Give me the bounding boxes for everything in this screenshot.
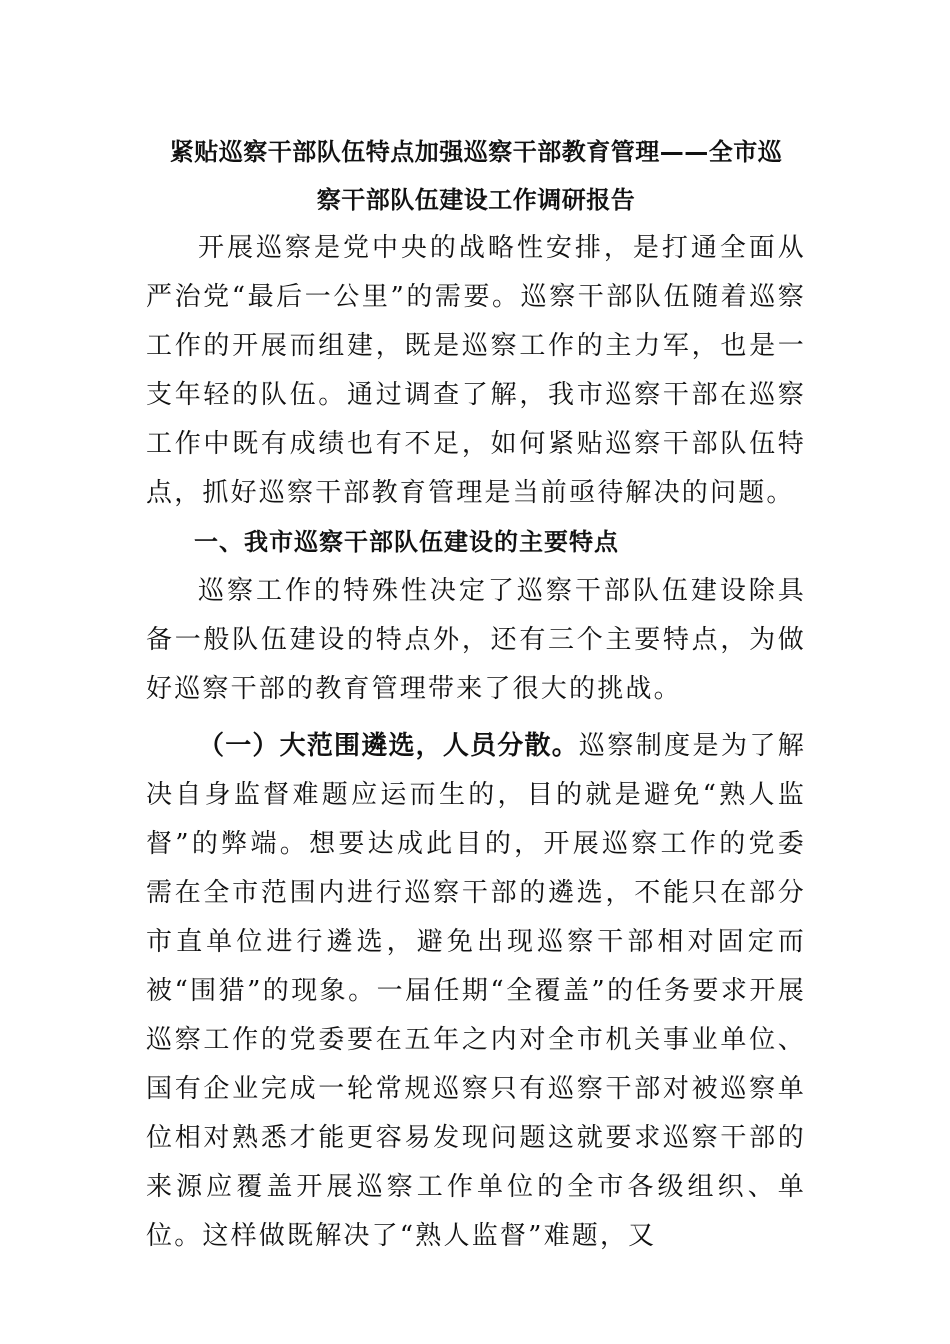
section-1-heading: 一、我市巡察干部队伍建设的主要特点 — [194, 528, 619, 556]
point-1-text: 巡察制度是为了解决自身监督难题应运而生的，目的就是避免“熟人监督”的弊端。想要达成此目的，开展巡察工作的党委需在全市范围内进行巡察干部的遴选，不能只在部分市直单位进行遴选，避免出现巡察干部相对固定而被“围猎”的现象。一届任期“全覆盖”的任务要求开展巡察工作的党委要在五年之内对全市机关事业单位、国有企业完成一轮常规巡察只有巡察干部对被巡察单位相对熟悉才能更容易发现问题这就要求巡察干部的来源应覆盖开展巡察工作单位的全市各级组织、单位。这样做既解决了“熟人监督”难题，又 — [146, 731, 806, 1251]
point-1-paragraph — [146, 722, 806, 1261]
point-1-lead: （一）大范围遴选，人员分散。 — [198, 731, 579, 761]
title-line-1: 紧贴巡察干部队伍特点加强巡察干部教育管理——全市巡 — [169, 138, 783, 166]
document-body — [146, 128, 806, 1261]
intro-paragraph: 开展巡察是党中央的战略性安排，是打通全面从严治党“最后一公里”的需要。巡察干部队伍随着巡察工作的开展而组建，既是巡察工作的主力军，也是一支年轻的队伍。通过调查了解，我市巡察干部在巡察工作中既有成绩也有不足，如何紧贴巡察干部队伍特点，抓好巡察干部教育管理是当前亟待解决的问题。 — [146, 233, 806, 508]
title-line-2: 察干部队伍建设工作调研报告 — [316, 186, 636, 214]
section-1-paragraph: 巡察工作的特殊性决定了巡察干部队伍建设除具备一般队伍建设的特点外，还有三个主要特点，为做好巡察干部的教育管理带来了很大的挑战。 — [146, 576, 806, 704]
document-title — [146, 128, 806, 224]
